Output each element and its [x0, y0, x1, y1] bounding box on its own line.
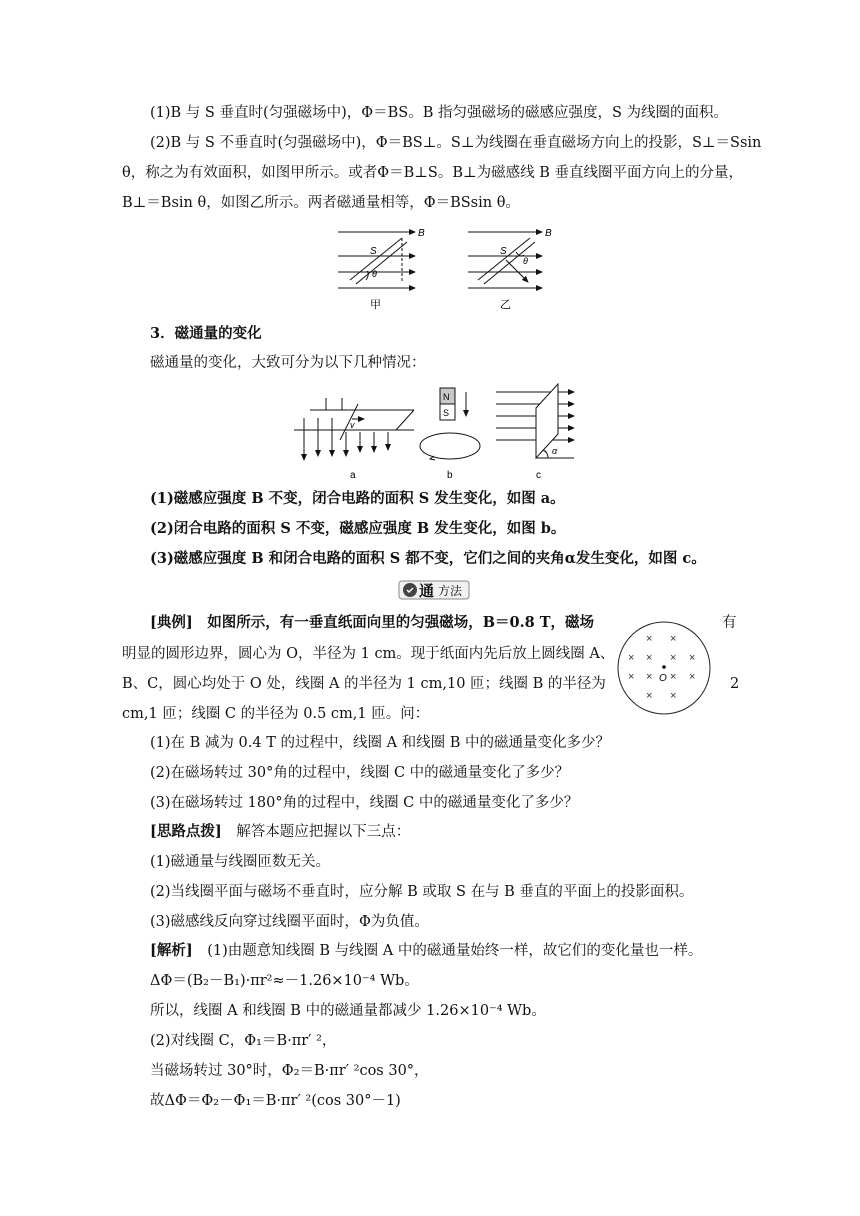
para-1-line-1: (1)B 与 S 垂直时(匀强磁场中)，Φ＝BS。B 指匀强磁场的磁感应强度，S 为线圈的面积。: [150, 105, 729, 121]
badge-main: 通: [419, 583, 435, 600]
cross-1: ×: [646, 633, 653, 645]
example-line-1: [150, 613, 610, 633]
theta-label-jia: θ: [372, 269, 377, 279]
b-label-yi: B: [545, 228, 552, 239]
v-label: v: [350, 420, 355, 430]
example-line-3: B、C，圆心均处于 O 处，线圈 A 的半径为 1 cm,10 匝；线圈 B 的半径为: [122, 676, 606, 692]
cross-4: ×: [646, 652, 653, 664]
section-3-intro: 磁通量的变化，大致可分为以下几种情况：: [150, 355, 426, 371]
solution-line-3: 所以，线圈 A 和线圈 B 中的磁通量都减少 1.26×10⁻⁴ Wb。: [150, 1003, 546, 1019]
solution-header: [150, 941, 770, 961]
caption-c: c: [536, 470, 541, 481]
example-line-3-end: 2: [730, 676, 740, 692]
cross-11: ×: [646, 690, 653, 702]
case-3: (3)磁感应强度 B 和闭合电路的面积 S 都不变，它们之间的夹角α发生变化，如图 c。: [150, 550, 706, 567]
case-2: (2)闭合电路的面积 S 不变，磁感应强度 B 发生变化，如图 b。: [150, 520, 566, 537]
caption-a: a: [350, 470, 356, 481]
badge-sub: 方法: [438, 584, 463, 598]
cross-9: ×: [670, 671, 677, 683]
caption-yi: 乙: [500, 299, 511, 311]
theta-label-yi: θ: [523, 256, 528, 266]
solution-text-1: (1)由题意知线圈 B 与线圈 A 中的磁通量始终一样，故它们的变化量也一样。: [192, 943, 703, 959]
figure-yi: [468, 232, 542, 288]
center-o-label: O: [659, 673, 667, 684]
caption-jia: 甲: [370, 299, 381, 311]
solution-line-5: 当磁场转过 30°时，Φ₂＝B·πr′ ²cos 30°，: [150, 1063, 429, 1079]
hint-header: [150, 822, 770, 842]
figure-jia: [338, 232, 415, 288]
b-label-jia: B: [418, 228, 425, 239]
para-2-line-2: θ，称之为有效面积，如图甲所示。或者Φ＝B⊥S。B⊥为磁感线 B 垂直线圈平面方向上的分量，: [122, 165, 744, 181]
para-2-line-1: (2)B 与 S 不垂直时(匀强磁场中)，Φ＝BS⊥。S⊥为线圈在垂直磁场方向上的投影，S⊥＝Ssin: [150, 135, 762, 151]
hint-title: [思路点拨]: [150, 823, 222, 840]
hint-text: 解答本题应把握以下三点：: [221, 824, 411, 840]
question-2: (2)在磁场转过 30°角的过程中，线圈 C 中的磁通量变化了多少？: [150, 765, 570, 781]
solution-line-4: (2)对线圈 C，Φ₁＝B·πr′ ²，: [150, 1033, 337, 1049]
solution-line-6: 故ΔΦ＝Φ₂－Φ₁＝B·πr′ ²(cos 30°－1): [150, 1093, 401, 1109]
cross-12: ×: [670, 690, 677, 702]
figure-b: [420, 388, 480, 460]
cross-6: ×: [689, 652, 696, 664]
example-line-2: 明显的圆形边界，圆心为 O，半径为 1 cm。现于纸面内先后放上圆线圈 A、: [122, 646, 615, 662]
s-label-yi: S: [500, 246, 507, 257]
cross-10: ×: [689, 671, 696, 683]
cross-2: ×: [670, 633, 677, 645]
s-pole-label: S: [443, 408, 450, 418]
alpha-label: α: [552, 446, 558, 456]
cross-3: ×: [628, 652, 635, 664]
section-3-title: 3．磁通量的变化: [150, 325, 262, 342]
s-label-jia: S: [370, 246, 377, 257]
example-line-1-end: 有: [722, 615, 737, 631]
figure-jia-yi: [330, 222, 560, 314]
hint-item-2: (2)当线圈平面与磁场不垂直时，应分解 B 或取 S 在与 B 垂直的平面上的投影面积。: [150, 884, 694, 900]
solution-line-2: ΔΦ＝(B₂－B₁)·πr²≈－1.26×10⁻⁴ Wb。: [150, 973, 419, 989]
example-line-4: cm,1 匝；线圈 C 的半径为 0.5 cm,1 匝。问：: [122, 706, 430, 722]
hint-item-3: (3)磁感线反向穿过线圈平面时，Φ为负值。: [150, 914, 429, 930]
case-1: (1)磁感应强度 B 不变，闭合电路的面积 S 发生变化，如图 a。: [150, 490, 565, 507]
figure-c: [496, 384, 574, 458]
figure-a-b-c: [290, 382, 580, 482]
figure-circle-field: [616, 620, 712, 716]
method-badge: [398, 579, 470, 601]
question-1: (1)在 B 减为 0.4 T 的过程中，线圈 A 和线圈 B 中的磁通量变化多少？: [150, 735, 611, 751]
hint-item-1: (1)磁通量与线圈匝数无关。: [150, 854, 331, 870]
para-2-line-3: B⊥＝Bsin θ，如图乙所示。两者磁通量相等，Φ＝BSsin θ。: [122, 195, 520, 211]
question-3: (3)在磁场转过 180°角的过程中，线圈 C 中的磁通量变化了多少？: [150, 795, 579, 811]
caption-b: b: [447, 470, 453, 481]
solution-title: [解析]: [150, 942, 193, 959]
cross-8: ×: [646, 671, 653, 683]
cross-5: ×: [670, 652, 677, 664]
n-pole-label: N: [443, 392, 450, 402]
example-text-1: [典例] 如图所示，有一垂直纸面向里的匀强磁场，B＝0.8 T，磁场: [150, 614, 595, 631]
cross-7: ×: [628, 671, 635, 683]
